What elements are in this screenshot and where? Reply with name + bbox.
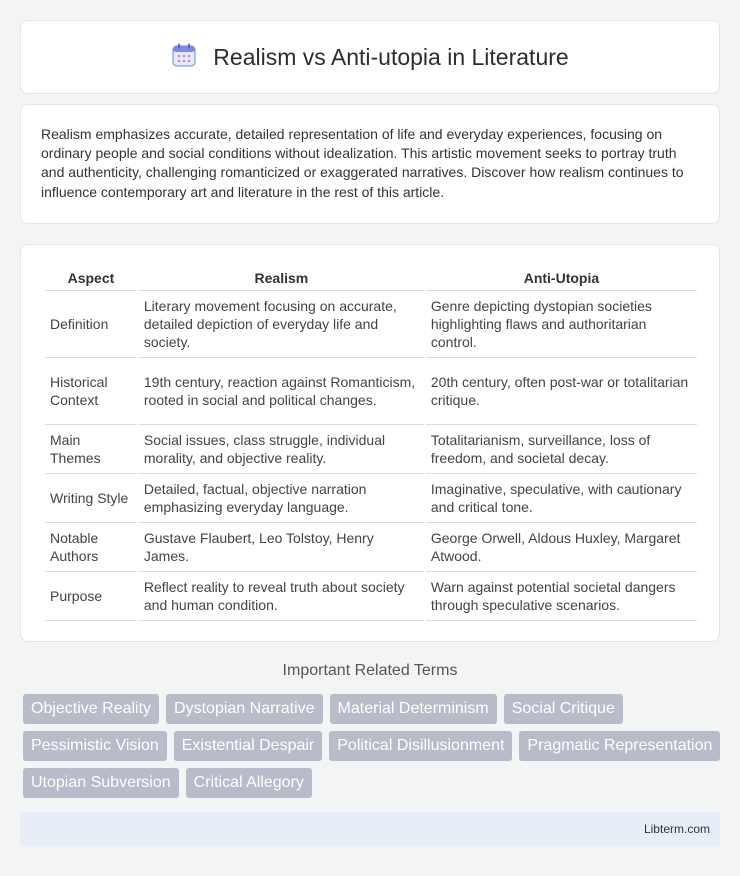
table-cell-anti-utopia: 20th century, often post-war or totalitarian critique. [426,358,697,425]
table-row [45,572,697,621]
table-cell-aspect: Main Themes [45,425,137,474]
footer-brand-link[interactable]: Libterm.com [643,822,710,836]
table-cell-anti-utopia: Genre depicting dystopian societies highlighting flaws and authoritarian control. [426,291,697,358]
column-header-anti-utopia: Anti-Utopia [426,265,697,291]
intro-card [20,104,720,224]
table-cell-realism: Detailed, factual, objective narration emphasizing everyday language. [139,474,424,523]
related-term-tag[interactable]: Dystopian Narrative [166,694,323,724]
related-term-tag[interactable]: Political Disillusionment [329,731,512,761]
page-title: Realism vs Anti-utopia in Literature [213,43,569,70]
related-terms-list [23,694,723,798]
intro-text: Realism emphasizes accurate, detailed representation of life and everyday experiences, focusing on ordinary people and social conditions without idealization. This artistic movement seeks to portray truth and authenticity, challenging romanticized or exaggerated narratives. Discover how realism continues to influence contemporary art and literature in the rest of this article. [41,126,684,200]
table-cell-realism: Literary movement focusing on accurate, detailed depiction of everyday life and society. [139,291,424,358]
table-header-row [45,265,697,291]
comparison-table-card [20,244,720,642]
table-cell-aspect: Historical Context [45,358,137,425]
related-term-tag[interactable]: Social Critique [504,694,623,724]
related-term-tag[interactable]: Pragmatic Representation [519,731,720,761]
table-cell-aspect: Purpose [45,572,137,621]
table-cell-anti-utopia: Totalitarianism, surveillance, loss of freedom, and societal decay. [426,425,697,474]
table-cell-anti-utopia: Warn against potential societal dangers through speculative scenarios. [426,572,697,621]
related-terms-heading: Important Related Terms [282,662,458,679]
table-row [45,523,697,572]
table-cell-anti-utopia: George Orwell, Aldous Huxley, Margaret Atwood. [426,523,697,572]
calendar-icon [171,42,197,73]
table-row [45,425,697,474]
table-cell-anti-utopia: Imaginative, speculative, with cautionary and critical tone. [426,474,697,523]
table-cell-realism: 19th century, reaction against Romanticism, rooted in social and political changes. [139,358,424,425]
column-header-aspect: Aspect [45,265,137,291]
header-card [20,20,720,94]
related-term-tag[interactable]: Existential Despair [174,731,323,761]
table-cell-aspect: Notable Authors [45,523,137,572]
table-cell-aspect: Definition [45,291,137,358]
table-row [45,291,697,358]
related-term-tag[interactable]: Pessimistic Vision [23,731,167,761]
table-cell-realism: Gustave Flaubert, Leo Tolstoy, Henry James. [139,523,424,572]
table-row [45,358,697,425]
column-header-realism: Realism [139,265,424,291]
related-term-tag[interactable]: Utopian Subversion [23,768,179,798]
related-term-tag[interactable]: Material Determinism [330,694,497,724]
table-cell-aspect: Writing Style [45,474,137,523]
table-row [45,474,697,523]
table-cell-realism: Social issues, class struggle, individual morality, and objective reality. [139,425,424,474]
table-cell-realism: Reflect reality to reveal truth about society and human condition. [139,572,424,621]
comparison-table [43,265,699,621]
footer [20,812,720,846]
related-term-tag[interactable]: Objective Reality [23,694,159,724]
related-term-tag[interactable]: Critical Allegory [186,768,312,798]
